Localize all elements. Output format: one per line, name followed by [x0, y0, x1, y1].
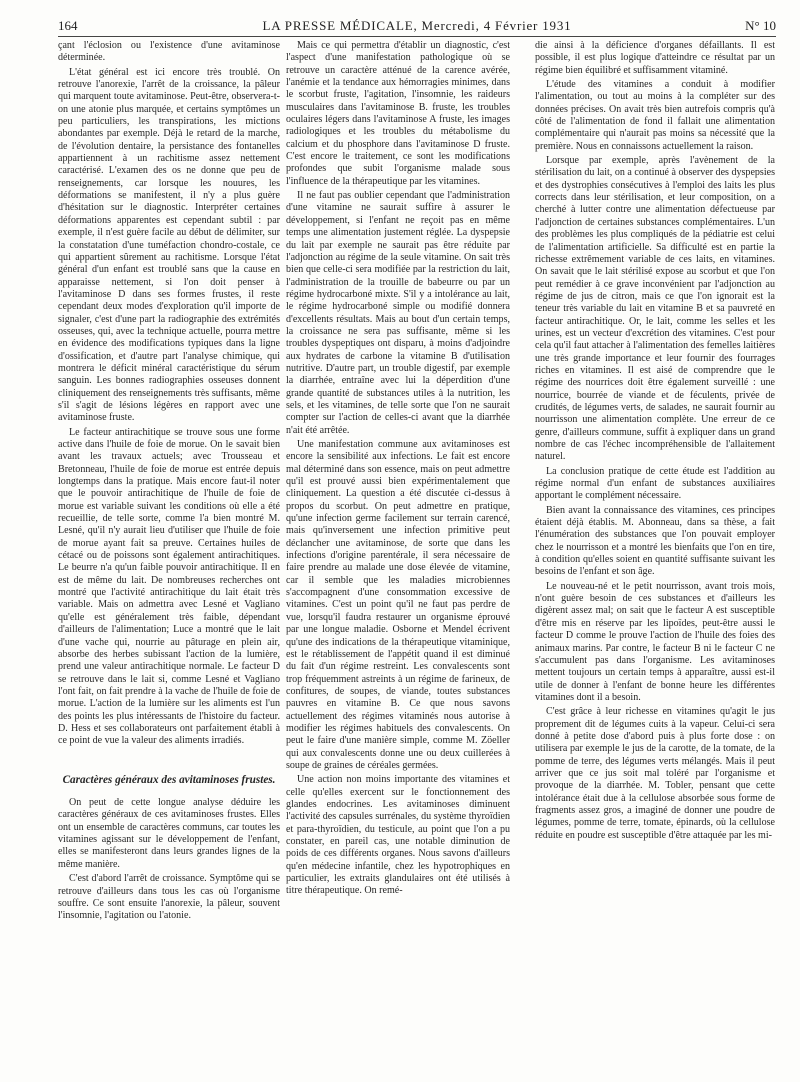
issue-number: N° 10 — [745, 18, 776, 33]
column-right — [535, 40, 775, 1070]
paragraph: On peut de cette longue analyse déduire les caractères généraux de ces avitaminoses frustes. Elles ont un ensemble de caractères communs, car toutes les vitamines agissant sur le développement de l'enfant, elles se manifesteront dans leurs grandes lignes de la même manière. — [58, 797, 280, 870]
paragraph: Le nouveau-né et le petit nourrisson, avant trois mois, n'ont guère besoin de ces substances et d'ailleurs les digèrent assez mal; on sait que le facteur A est susceptible d'être mis en réserve par les lipoïdes, peut-être aussi le facteur D comme le prouve l'action de l'huile des foies des animaux marins. Par contre, le facteur B ni le facteur C ne s'accumulent pas dans l'organisme. Les avitaminoses mettent toujours un certain temps à apparaître, aussi est-il utile de donner à l'enfant de bonne heure les différentes vitamines dont il a besoin. — [535, 580, 775, 703]
column-left — [58, 40, 280, 1070]
paragraph: çant l'éclosion ou l'existence d'une avitaminose déterminée. — [58, 40, 280, 64]
paragraph: La conclusion pratique de cette étude est l'addition au régime normal d'un enfant de substances auxiliaires apportant le complément nécessaire. — [535, 465, 775, 502]
paragraph: L'étude des vitamines a conduit à modifier l'alimentation, ou tout au moins à la compléter sur des données précises. On avait très bien autrefois compris qu'à côté de l'alimentation de fond il fallait une alimentation complémentaire qui n'aurait pas moins sa nécessité que la première. Nous en connaissons actuellement la raison. — [535, 79, 775, 152]
paragraph: Il ne faut pas oublier cependant que l'administration d'une vitamine ne saurait suffire à assurer le développement, si l'enfant ne reçoit pas en même temps une alimentation justement réglée. La dyspepsie du lait par exemple ne saurait pas être réduite par l'adjonction au régime de la seule vitamine. On sait très bien que celle-ci sera modifiée par la restriction du lait, l'administration de la trouille de babeurre ou par un régime hydrocarboné mixte. S'il y a intolérance au lait, le régime hydrocarboné simple ou modifié donnera d'excellents résultats. Mais au bout d'un certain temps, la croissance ne sera pas suffisante, même si les troubles dyspeptiques ont disparu, à moins d'adjoindre aux hydrates de carbone la vitamine B d'utilisation nutritive. D'autre part, un trouble digestif, par exemple la diarrhée, entraîne avec lui la déperdition d'une grande quantité de substances utiles à la nutrition, les sels, et les vitamines, de telle sorte que l'on ne saurait compter sur l'action de celles-ci avant que la diarrhée n'ait été arrêtée. — [286, 190, 510, 436]
page-header — [58, 18, 776, 37]
paragraph: Mais ce qui permettra d'établir un diagnostic, c'est l'aspect d'une manifestation pathologique où se retrouve un caractère atténué de la carence avérée, l'anémie et la tendance aux hémorragies minimes, dans le scorbut fruste, l'agitation, l'insomnie, les raideurs musculaires dans l'avitaminose B. fruste, les troubles oculaires légers dans l'avitaminose A fruste, les images radiologiques et les troubles du métabolisme du calcium et du phosphore dans l'avitaminose D fruste. C'est encore le traitement, ce sont les modifications profondes que subit l'organisme malade sous l'influence de la thérapeutique par les vitamines. — [286, 40, 510, 187]
paragraph: L'état général est ici encore très troublé. On retrouve l'anorexie, l'arrêt de la croissance, la pâleur qui marquent toute avitaminose. Peut-être, observera-t-on une atonie plus marquée, et certains symptômes un peu particuliers, les transpirations, les mictions abondantes par exemple. Déjà le retard de la marche, de l'évolution dentaire, la persistance des fontanelles appartiennent à un rachitisme assez nettement caractérisé. L'examen des os ne donne que peu de renseignements, car lorsque les nouures, les déformations se manifestent, il n'y a plus guère d'hésitation sur le diagnostic. Interpréter certaines déformations apparentes est cependant subtil : par exemple, il n'est guère facile au début de délimiter, sur la constatation d'une tuméfaction chondro-costale, ce qui appartient sûrement au rachitisme. Lorsque l'état général d'un enfant est troublé sans que la cause en apparaisse nettement, si l'on doit penser à l'avitaminose D dans ses formes frustes, il reste cependant deux modes d'exploration qu'il importe de signaler, c'est d'une part la radiographie des extrémités osseuses, qui, avec la technique actuelle, pourra mettre en évidence des modifications typiques dans la ligne d'ossification, et d'autre part l'analyse chimique, qui montrera le déficit minéral caractéristique du sérum sanguin. Les bonnes radiographies osseuses donnent cliniquement des renseignements très suffisants, même s'il s'agit de lésions légères en rapport avec une avitaminose fruste. — [58, 66, 280, 424]
paragraph: Une action non moins importante des vitamines et celle qu'elles exercent sur le fonctionnement des glandes endocrines. Les avitaminoses diminuent l'activité des capsules surrénales, du système thyroïdien et para-thyroïdien, du testicule, au point que l'on a pu constater, en pareil cas, une notable diminution de poids de ces différents organes. Nous savons d'ailleurs qu'en médecine infantile, chez les hypotrophiques en particulier, les extraits glandulaires ont été utilisés à titre thérapeutique. On remé- — [286, 774, 510, 897]
paragraph: Une manifestation commune aux avitaminoses est encore la sensibilité aux infections. Le fait est encore mal déterminé dans son essence, mais on peut admettre qu'il est prouvé aussi bien expérimentalement que cliniquement. La question a été discutée ci-dessus à propos du scorbut. On peut admettre en pratique, qu'une infection germe facilement sur terrain carencé, mais qu'inversement une infection primitive peut déclancher une avitaminose, de sorte que dans les infections d'origine parentérale, il sera nécessaire de faire prendre au malade une dose élevée de vitamine, car il semble que les maladies microbiennes s'accompagnent d'une consommation excessive de vitamines. C'est un point qu'il ne faut pas perdre de vue, lorsqu'il faudra restaurer un organisme éprouvé par une longue maladie. Osborne et Mendel écrivent qu'une des indications de la thérapeutique vitaminique, est le rétablissement de l'appétit quand il est diminué du fait d'un régime restreint. Les convalescents sont trop fréquemment astreints à un régime de farineux, de confitures, de soupes, de viande, toutes substances pauvres en vitamine B. Ce que nous savons actuellement des régimes vitaminés nous autorise à modifier les régimes habituels des convalescents. On peut le faire d'une manière simple, comme M. Zöeller qui aux convalescents donne une ou deux cuillerées à soupe de graines de céréales germées. — [286, 439, 510, 771]
paragraph: C'est d'abord l'arrêt de croissance. Symptôme qui se retrouve d'ailleurs dans tous les cas où l'organisme souffre. Ce sont ensuite l'anorexie, la pâleur, souvent l'insomnie, l'agitation ou l'atonie. — [58, 873, 280, 922]
paragraph: Lorsque par exemple, après l'avènement de la stérilisation du lait, on a continué à observer des dyspepsies et des dystrophies consécutives à l'emploi des laits les plus corrects dans leur stérilisation, et leur composition, on a cherché à lutter contre une alimentation défectueuse par l'adjonction de certaines substances complémentaires. L'un des problèmes les plus compliqués de la pédiatrie est celui de l'alimentation artificielle. Sa difficulté est en partie la richesse extrêmement variable de ces laits, en vitamines. On savait que le lait stérilisé expose au scorbut et que l'on peut remédier à ce grave inconvénient par l'adjonction au régime de jus de citron, mais ce que l'on ignorait est la teneur très variable du lait en vitamine B et sa pauvreté en facteur antirachitique. Or, le lait, comme les selles et les urines, est un vecteur d'excrétion des vitamines. C'est pour cela qu'il faut attacher à l'alimentation des femelles laitières une très grande importance et leur fournir des fourrages riches en vitamines. Il est aisé de comprendre que le régime des nourrices doit être également surveillé : une nourrice, bourrée de viande et de féculents, privée de crudités, de légumes verts, de salades, ne saurait fournir au nourrisson une alimentation complète. Une erreur de ce genre, d'ailleurs commune, suffit à expliquer dans un grand nombre de cas l'échec incompréhensible de l'allaitement naturel. — [535, 155, 775, 463]
section-title: Caractères généraux des avitaminoses frustes. — [62, 773, 276, 786]
paragraph: C'est grâce à leur richesse en vitamines qu'agit le jus proprement dit de légumes cuits à la vapeur. Celui-ci sera donné à petite dose d'abord puis à plus forte dose : on utilisera par exemple le jus de la carotte, de la tomate, de la pomme de terre, des légumes verts mélangés. Mais il peut arriver que ce jus soit mal toléré par l'organisme et provoque de la diarrhée. M. Tobler, pensant que cette intolérance était due à la cellulose absorbée sous forme de fragments assez gros, a imaginé de donner une poudre de légumes, pomme de terre, tomate, épinards, où la cellulose réduite en poudre est susceptible d'être attaquée par les mi- — [535, 706, 775, 841]
paragraph: Le facteur antirachitique se trouve sous une forme active dans l'huile de foie de morue. On le savait bien avant les travaux actuels; avec Trousseau et Bretonneau, l'huile de foie de morue est entrée depuis longtemps dans la pratique. Mais encore faut-il noter que le pouvoir antirachitique de l'huile de foie de morue est variable suivant les conditions où elle a été recueillie, de telle sorte, comme l'a bien montré M. Lesné, qu'il n'y aurait lieu d'utiliser que l'huile de foie de morue ayant fait sa preuve. Certaines huiles de cétacé ou de poissons sont également antirachitiques. Le beurre n'a qu'un faible pouvoir antirachitique. Il en est de même du lait. De nombreuses recherches ont montré que l'activité antirachitique du lait était très variable. Mais on admettra avec Lesné et Vagliano qu'elle est généralement très faible, dépendant d'ailleurs de l'alimentation; Luce a montré que le lait d'une vache qui, nourrie au pâturage en plein air, absorbe des herbes subissant l'action de la lumière, prend une valeur antirachitique normale. Le facteur D se retrouve dans le lait si, comme Lesné et Vagliano l'ont fait, on fait prendre à la vache de l'huile de foie de morue. L'action de la lumière sur les aliments est l'un des points les plus intéressants de l'histoire du facteur. D. Hess et ses collaborateurs ont parfaitement établi à ce point de vue la valeur des aliments irradiés. — [58, 426, 280, 747]
journal-title: LA PRESSE MÉDICALE, Mercredi, 4 Février 1931 — [262, 18, 572, 33]
paragraph: die ainsi à la déficience d'organes défaillants. Il est possible, il est plus logique d'atteindre ce résultat par un régime bien équilibré et suffisamment vitaminé. — [535, 40, 775, 76]
column-middle — [286, 40, 510, 1070]
page-number: 164 — [58, 18, 78, 33]
paragraph: Bien avant la connaissance des vitamines, ces principes étaient déjà établis. M. Abonneau, dans sa thèse, a fait l'énumération des substances que l'on pouvait employer chez le nourrisson et a montré les bienfaits que l'on en tire, à condition qu'elles soient en quantité suffisante suivant les besoins de l'enfant et son âge. — [535, 504, 775, 578]
